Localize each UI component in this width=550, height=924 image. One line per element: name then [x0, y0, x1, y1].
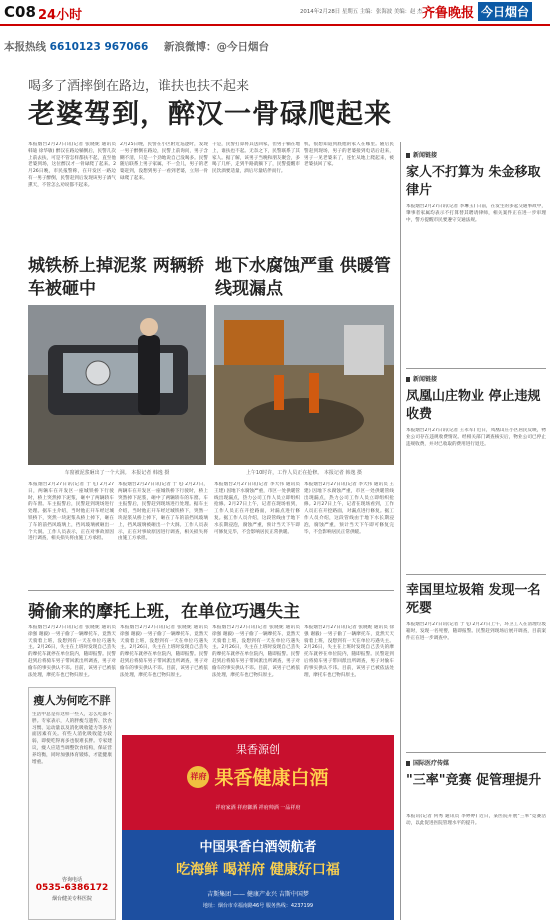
column-phone-label: 咨询电话: [61, 877, 82, 883]
brand-name: 齐鲁晚报: [422, 6, 475, 21]
bridge-title: 城铁桥上掉泥浆 两辆轿车被砸中: [28, 256, 204, 299]
sidebar-title-1: 家人不打算为 朱金移取律片: [406, 165, 541, 198]
sidebar-title-4: "三率"竞赛 促管理提升: [406, 773, 542, 788]
ad-product: 果香健康白酒: [214, 767, 329, 789]
page-number: C08: [4, 3, 36, 21]
sidebar-rule-2: [406, 574, 546, 575]
liquor-ad: [122, 735, 394, 920]
sidebar-tag-1: 新闻链接: [406, 150, 437, 159]
bridge-body-cont: 本报烟台2月27日讯(记者 于飞) 2月27日，两辆车在开发区一座城铁桥下行驶时，桥上突然掉下泥浆，砸中了两辆轿车的车窗。车主报警后，民警赶到现场进行处理。据车主介绍，当时他正开车经过城铁桥下，突然一块泥浆从桥上掉下，砸在了车的前挡风玻璃上，挡风玻璃被砸出一个大洞。工作人员表示，正在对事故原因进行调查，相关损失将由施工方承担。: [118, 482, 208, 542]
ad-sub: 祥府家酒 祥府御酒 祥府帅酒 一品祥府: [215, 805, 301, 811]
lead-body-col1: 本报烟台2月27日讯(记者 张晓妮 通讯员 韩迪 徐华敏) 醉汉在路边躺倒后，民警几次上前去扶，可是不管怎样都扶不起，直至他老婆到场，这位醉汉才一骨碌爬了起来。2月26日晚，市民报警称，在开发区一路边有一男子醉倒，民警赶到后发现该男子酒气熏天，不管怎么劝说都不起来。: [28, 142, 116, 188]
ad-logo-icon: 祥府: [187, 766, 209, 788]
section-divider: [28, 590, 394, 591]
sidebar-title-3: 幸国里垃圾箱 发现一名死婴: [406, 583, 541, 616]
pipe-body: 本报烟台2月27日讯(记者 李大伟 通讯员 王建) 因地下水腐蚀严重，市区一处供暖管线出现漏点，热力公司工作人员立即组织抢修。2月27日上午，记者在现场看到，工作人员正在开挖路面，对漏点进行修复。据工作人员介绍，这段管线由于地下水长期浸泡，腐蚀严重，预计当天下午即可修复完毕，不会影响居民正常供暖。: [214, 482, 300, 535]
hotline-numbers: 6610123 967066: [49, 41, 149, 53]
health-column: [28, 687, 116, 920]
ad-brand-top: 果香源创: [236, 743, 280, 756]
sidebar-divider: [400, 142, 401, 920]
moto-body-col1: 本报烟台2月27日讯(记者 张晓妮 通讯员 徐强 谢毅) 一男子偷了一辆摩托车，竟然天天骑着上班，没想到有一天在单位巧遇失主。2月26日，失主在上班时发现自己丢失的摩托车就停在单位院内，随即报警。民警赶到后将骑车男子带回派出所调查，男子对偷车的事实供认不讳。目前，该男子已被依法处理，摩托车也已物归原主。: [28, 625, 116, 678]
pipe-photo: [214, 305, 394, 465]
ad-bottom-panel: [122, 830, 394, 920]
lead-body-col3: 干是，民警打算将其送回家，但男子躺在地上，谁扶也不起。无奈之下，民警联系了其家人。据了解，该男子当晚和朋友聚会，多喝了几杯，走到半路就躺下了，民警提醒市民饮酒要适量，酒后尽量结伴而行。: [212, 142, 300, 175]
date-line: 2014年2月28日 星期五 主编：张海波 美编：赵 杰: [300, 9, 423, 15]
sidebar-body-1: 本报烟台2月27日讯(记者 李琳玉) 日前，在发生的多起交通事故中，肇事者家属均表示不打算替其聘请律师，相关案件正在进一步审理中，警方提醒市民要遵守交通法规。: [406, 204, 546, 223]
sidebar-rule-1: [406, 368, 546, 369]
newspaper-brand: [422, 2, 532, 21]
pipe-body-cont: 本报烟台2月27日讯(记者 李大伟 通讯员 王建) 因地下水腐蚀严重，市区一处供暖管线出现漏点，热力公司工作人员立即组织抢修。2月27日上午，记者在现场看到，工作人员正在开挖路面，对漏点进行修复。据工作人员介绍，这段管线由于地下水长期浸泡，腐蚀严重，预计当天下午即可修复完毕，不会影响居民正常供暖。: [304, 482, 394, 535]
lead-headline: 老婆驾到，醉汉一骨碌爬起来: [28, 99, 392, 130]
excavation-photo-illustration: [214, 305, 394, 465]
header-divider: [0, 24, 550, 26]
hotline-bar: [4, 39, 269, 54]
sidebar: [406, 142, 546, 920]
bridge-photo: [28, 305, 206, 465]
sidebar-body-3: 本报烟台2月27日讯(记者 于飞) 2月27日上午，环卫工人在清理垃圾箱时，发现一名死婴，随即报警。民警赶到现场后展开调查，目前案件正在进一步调查中。: [406, 622, 546, 641]
brand-edition: 今日烟台: [478, 2, 532, 21]
pipe-caption: 上午10时许，工作人员正在抢修。 本报记者 韩逸 摄: [245, 470, 363, 476]
moto-title: 骑偷来的摩托上班，在单位巧遇失主: [28, 602, 300, 622]
page-header: [0, 0, 550, 24]
weibo-handle: 新浪微博：@今日烟台: [163, 41, 269, 53]
ad-address: 地址：烟台市幸福南路46号 服务热线：4237199: [202, 903, 314, 909]
bridge-body: 本报烟台2月27日讯(记者 于飞) 2月27日，两辆车在开发区一座城铁桥下行驶时，桥上突然掉下泥浆，砸中了两辆轿车的车窗。车主报警后，民警赶到现场进行处理。据车主介绍，当时他正开车经过城铁桥下，突然一块泥浆从桥上掉下，砸在了车的前挡风玻璃上，挡风玻璃被砸出一个大洞。工作人员表示，正在对事故原因进行调查，相关损失将由施工方承担。: [28, 482, 114, 542]
ad-slogan-1: 中国果香白酒领航者: [199, 840, 317, 855]
sidebar-rule-3: [406, 752, 546, 753]
moto-body-col4: 本报烟台2月27日讯(记者 张晓妮 通讯员 徐强 谢毅) 一男子偷了一辆摩托车，竟然天天骑着上班，没想到有一天在单位巧遇失主。2月26日，失主在上班时发现自己丢失的摩托车就停在单位院内，随即报警。民警赶到后将骑车男子带回派出所调查，男子对偷车的事实供认不讳。目前，该男子已被依法处理，摩托车也已物归原主。: [304, 625, 394, 678]
ad-slogan-2: 吃海鲜 喝祥府 健康好口福: [176, 862, 340, 878]
ad-top-panel: [122, 735, 394, 830]
lead-body-col4: 机，很想知道到底他的家人在哪里。随后民警赶到现场，男子的老婆接到电话后赶来，男子一见老婆来了，连忙从地上爬起来，被老婆扶回了家。: [304, 142, 394, 168]
section-name: 24小时: [38, 8, 83, 23]
column-phone: 0535-6386172: [35, 883, 109, 893]
column-body: 生活中总是有这样一些人，怎么吃都不胖。专家表示，人的胖瘦与遗传、饮食习惯、运动量以及消化吸收能力等多方面因素有关。有些人消化吸收能力较弱，即使吃得再多也很难长胖。专家建议，瘦人应适当调整饮食结构，保证营养均衡，同时加强体育锻炼，才能健康增重。: [32, 712, 112, 765]
car-photo-illustration: [28, 305, 206, 465]
sidebar-tag-2: 新闻链接: [406, 374, 437, 383]
hotline-label: 本报热线: [4, 41, 46, 53]
bridge-caption: 车窗被泥浆砸出了一个大洞。 本报记者 韩逸 摄: [64, 470, 170, 476]
ad-sponsor: 吉斯集团 —— 健康产业兴 吉斯中国梦: [207, 891, 309, 898]
lead-kicker: 喝多了酒摔倒在路边，谁扶也扶不起来: [28, 79, 250, 94]
sidebar-tag-4: 国际医疗传媒: [406, 758, 449, 767]
moto-body-col2: 本报烟台2月27日讯(记者 张晓妮 通讯员 徐强 谢毅) 一男子偷了一辆摩托车，竟然天天骑着上班，没想到有一天在单位巧遇失主。2月26日，失主在上班时发现自己丢失的摩托车就停在单位院内，随即报警。民警赶到后将骑车男子带回派出所调查，男子对偷车的事实供认不讳。目前，该男子已被依法处理，摩托车也已物归原主。: [120, 625, 208, 678]
sidebar-body-2: 本报烟台2月27日讯(记者 王永军) 近日，凤凰山庄小区居民反映，物业公司存在违规收费情况。经相关部门调查核实后，物业公司已停止违规收费，并对已收取的费用进行退还。: [406, 428, 546, 447]
pipe-title: 地下水腐蚀严重 供暖管线现漏点: [215, 256, 391, 299]
column-title: 瘦人为何吃不胖: [33, 694, 111, 707]
moto-body-col3: 本报烟台2月27日讯(记者 张晓妮 通讯员 徐强 谢毅) 一男子偷了一辆摩托车，竟然天天骑着上班，没想到有一天在单位巧遇失主。2月26日，失主在上班时发现自己丢失的摩托车就停在单位院内，随即报警。民警赶到后将骑车男子带回派出所调查，男子对偷车的事实供认不讳。目前，该男子已被依法处理，摩托车也已物归原主。: [212, 625, 300, 678]
sidebar-body-4: 本报讯(记者 何秀 通讯员 李婷婷) 近日，某医院开展"三率"竞赛活动，以此促进医院管理水平的提升。: [406, 814, 546, 826]
sidebar-title-2: 凤凰山庄物业 停止违规收费: [406, 389, 541, 422]
lead-body-col2: 2月25日晚，民警在小区附近巡逻时，发现一男子醉倒在路边，民警上前询问，男子含糊不清，只是一个劲地说自己没喝多。民警随后联系上男子家属，不一会儿，男子的老婆赶到，没想到男子一看到老婆，立刻一骨碌爬了起来。: [120, 142, 208, 181]
column-address: 烟台健美专科医院: [51, 896, 92, 902]
